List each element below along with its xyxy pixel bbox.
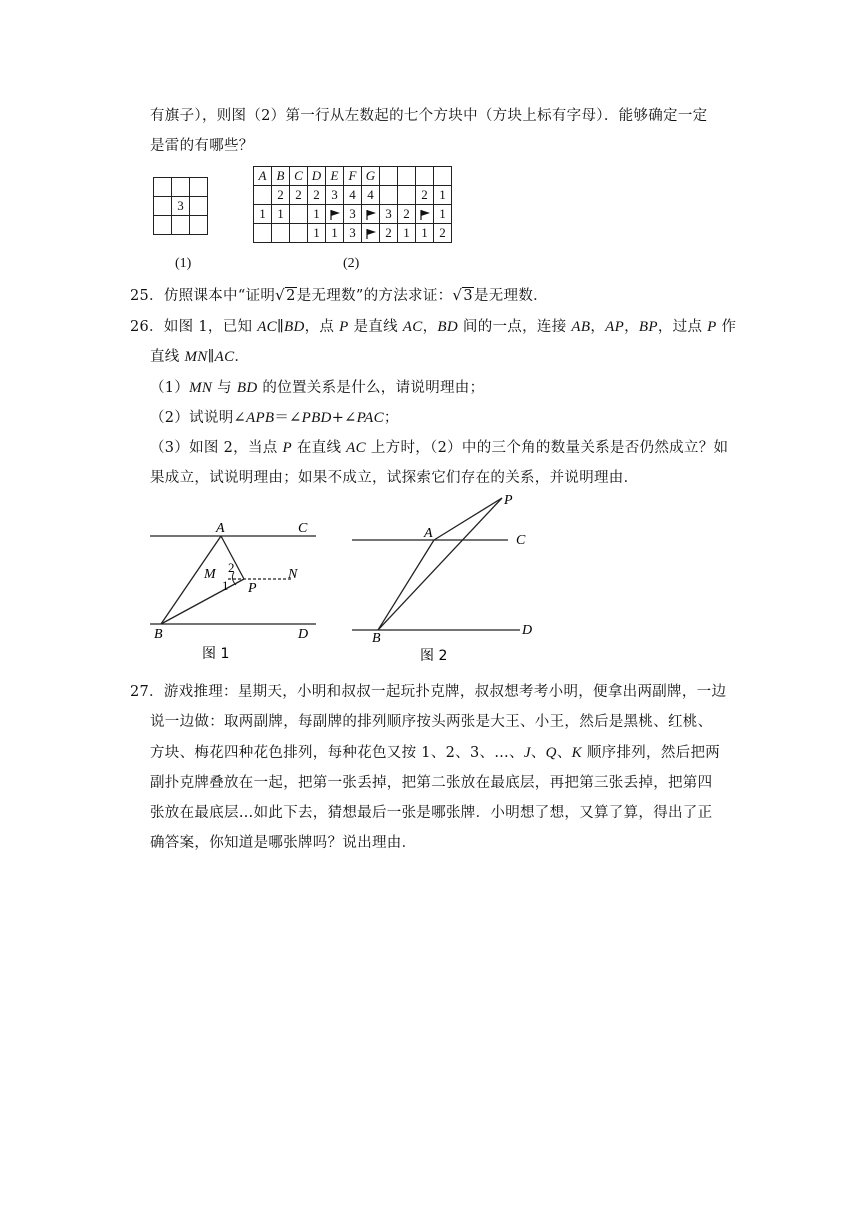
minesweeper-grid xyxy=(253,166,452,243)
grid-cell xyxy=(290,205,308,224)
grid-row xyxy=(254,186,452,205)
q27-number: 27． xyxy=(130,684,164,700)
grid-cell: 2 xyxy=(380,224,398,243)
grid-cell: E xyxy=(326,167,344,186)
label-a: A xyxy=(216,521,225,536)
q27-text: 、 xyxy=(530,745,546,761)
grid-cell: 1 xyxy=(272,205,290,224)
grid-cell: 2 xyxy=(290,186,308,205)
sqrt-2: √ 2 xyxy=(275,286,296,304)
var-j: J xyxy=(523,745,531,761)
q26-text: 如图 1，已知 xyxy=(163,319,258,335)
var-pac: PAC xyxy=(356,410,384,426)
grid1-center-cell: 3 xyxy=(172,197,190,216)
grid-cell xyxy=(434,167,452,186)
grid-cell: A xyxy=(254,167,272,186)
q26-text: 的位置关系是什么，请说明理由； xyxy=(257,380,485,396)
q25-radicand-1: 2 xyxy=(286,288,296,304)
q26-subquestion-3-line-1 xyxy=(150,436,728,457)
q26-text: 与 xyxy=(212,380,237,396)
q26-text: ＝∠ xyxy=(274,410,302,426)
grid-row xyxy=(254,205,452,224)
q27-text: 顺序排列，然后把两 xyxy=(581,745,721,761)
label-n: N xyxy=(288,567,298,582)
label-p: P xyxy=(504,493,513,508)
grid-cell xyxy=(380,186,398,205)
var-mn: MN xyxy=(189,380,213,396)
parallel-symbol: ∥ xyxy=(276,319,284,335)
q26-text: ， xyxy=(422,319,438,335)
q25-number: 25． xyxy=(130,288,164,304)
grid-cell: 3 xyxy=(344,205,362,224)
q25-text-1: 仿照课本中“证明 xyxy=(163,288,276,304)
grid-cell: 3 xyxy=(326,186,344,205)
grid-cell: 4 xyxy=(344,186,362,205)
q26-text: +∠ xyxy=(331,410,357,426)
question-27-line-1 xyxy=(130,680,726,701)
q26-text: ，过点 xyxy=(657,319,708,335)
q26-text: ，点 xyxy=(304,319,340,335)
grid-3x3 xyxy=(153,177,208,235)
label-a: A xyxy=(424,526,433,541)
grid-cell xyxy=(398,186,416,205)
grid-cell: 1 xyxy=(308,224,326,243)
grid-cell: 1 xyxy=(434,205,452,224)
var-ac: AC xyxy=(402,319,423,335)
var-bd: BD xyxy=(283,319,305,335)
q27-text: 方块、梅花四种花色排列，每种花色又按 1、2、3、…、 xyxy=(150,745,524,761)
q26-text: 上方时，（2）中的三个角的数量关系是否仍然成立？如 xyxy=(365,440,729,456)
question-27-line-6: 确答案，你知道是哪张牌吗？说出理由． xyxy=(150,835,417,851)
label-c: C xyxy=(298,521,308,536)
grid-cell: 2 xyxy=(416,186,434,205)
var-pbd: PBD xyxy=(301,410,332,426)
label-b: B xyxy=(372,631,381,646)
var-bp: BP xyxy=(638,319,658,335)
grid-cell: G xyxy=(362,167,380,186)
label-p: P xyxy=(248,581,257,596)
grid-cell xyxy=(416,167,434,186)
question-27-line-3 xyxy=(150,741,720,762)
grid-cell: 3 xyxy=(380,205,398,224)
figure-1-diagram xyxy=(146,492,326,668)
grid-cell: 1 xyxy=(254,205,272,224)
grid-cell xyxy=(254,224,272,243)
var-ac: AC xyxy=(214,349,235,365)
grid-cell: B xyxy=(272,167,290,186)
grid-cell: 3 xyxy=(344,224,362,243)
grid-cell: 1 xyxy=(416,224,434,243)
var-apb: APB xyxy=(245,410,275,426)
flag-icon xyxy=(362,205,380,224)
grid-cell xyxy=(272,224,290,243)
parallel-symbol: ∥ xyxy=(207,349,215,365)
grid-cell: 2 xyxy=(272,186,290,205)
var-bd: BD xyxy=(236,380,258,396)
grid-cell: 2 xyxy=(434,224,452,243)
q26-number: 26． xyxy=(130,319,164,335)
q26-text: 在直线 xyxy=(291,440,347,456)
var-ac: AC xyxy=(346,440,366,456)
grid-cell xyxy=(380,167,398,186)
var-p: P xyxy=(282,440,292,456)
segment-bp xyxy=(378,498,502,630)
grid-row xyxy=(254,224,452,243)
q26-text: ． xyxy=(234,349,250,365)
label-d: D xyxy=(522,623,533,638)
q27-text: 游戏推理：星期天，小明和叔叔一起玩扑克牌，叔叔想考考小明，便拿出两副牌，一边 xyxy=(163,684,727,700)
q26-text: 作 xyxy=(716,319,737,335)
q25-text-2: 是无理数”的方法求证： xyxy=(296,288,453,304)
grid-cell: F xyxy=(344,167,362,186)
q26-text: （2）试说明∠ xyxy=(150,410,246,426)
grid-cell xyxy=(254,186,272,205)
segment-ab xyxy=(378,540,434,630)
intro-line-2: 是雷的有哪些？ xyxy=(150,138,254,154)
q26-text: ， xyxy=(624,319,639,335)
var-mn: MN xyxy=(184,349,208,365)
sqrt-3: √ 3 xyxy=(452,286,473,304)
grid1-caption: (1) xyxy=(175,256,192,271)
q26-text: （3）如图 2，当点 xyxy=(150,440,283,456)
question-25 xyxy=(130,284,548,305)
q26-subquestion-2 xyxy=(150,406,399,427)
q26-subquestion-3-line-2: 果成立，试说明理由；如果不成立，试探索它们存在的关系，并说明理由． xyxy=(150,470,639,486)
question-26-line-1 xyxy=(130,315,736,336)
q26-text: 间的一点，连接 xyxy=(458,319,572,335)
grid-cell: 4 xyxy=(362,186,380,205)
label-d: D xyxy=(298,627,309,642)
var-q: Q xyxy=(545,745,557,761)
question-27-line-5: 张放在最底层…如此下去，猜想最后一张是哪张牌．小明想了想，又算了算，得出了正 xyxy=(150,805,713,821)
question-26-line-2 xyxy=(150,345,249,366)
q26-subquestion-1 xyxy=(150,376,484,397)
var-k: K xyxy=(571,745,582,761)
var-ac: AC xyxy=(257,319,277,335)
question-27-line-2: 说一边做：取两副牌，每副牌的排列顺序按头两张是大王、小王，然后是黑桃、红桃、 xyxy=(150,714,713,730)
figure-2-caption: 图 2 xyxy=(420,648,448,664)
grid-cell: 1 xyxy=(326,224,344,243)
q25-text-3: 是无理数． xyxy=(473,288,548,304)
q26-text: ； xyxy=(383,410,399,426)
var-ab: AB xyxy=(571,319,591,335)
grid-cell: 2 xyxy=(398,205,416,224)
q26-text: （1） xyxy=(150,380,190,396)
var-p: P xyxy=(707,319,717,335)
grid-cell: 1 xyxy=(434,186,452,205)
q26-text: 是直线 xyxy=(348,319,403,335)
segment-bp xyxy=(161,579,244,624)
var-ap: AP xyxy=(605,319,625,335)
grid-row xyxy=(254,167,452,186)
grid-cell: 2 xyxy=(308,186,326,205)
flag-icon xyxy=(416,205,434,224)
q25-radicand-2: 3 xyxy=(463,288,473,304)
var-p: P xyxy=(339,319,349,335)
label-c: C xyxy=(516,533,526,548)
label-m: M xyxy=(204,567,216,582)
intro-line-1: 有旗子），则图（2）第一行从左数起的七个方块中（方块上标有字母）．能够确定一定 xyxy=(150,108,708,124)
grid-cell: 1 xyxy=(398,224,416,243)
flag-icon xyxy=(326,205,344,224)
grid-figure-2 xyxy=(253,166,452,243)
grid-cell: 1 xyxy=(308,205,326,224)
q27-text: 、 xyxy=(556,745,572,761)
figure-1-caption: 图 1 xyxy=(202,646,230,662)
q26-text: ， xyxy=(590,319,606,335)
figure-2-diagram xyxy=(348,488,538,668)
label-angle-1: 1 xyxy=(222,578,229,593)
grid-cell: D xyxy=(308,167,326,186)
grid-figure-1 xyxy=(153,177,208,235)
label-b: B xyxy=(154,627,163,642)
grid-cell: C xyxy=(290,167,308,186)
q26-text: 直线 xyxy=(150,349,185,365)
grid-cell xyxy=(398,167,416,186)
flag-icon xyxy=(362,224,380,243)
grid-cell xyxy=(290,224,308,243)
question-27-line-4: 副扑克牌叠放在一起，把第一张丢掉，把第二张放在最底层，再把第三张丢掉，把第四 xyxy=(150,775,713,791)
label-angle-2: 2 xyxy=(228,560,235,575)
grid2-caption: (2) xyxy=(343,256,360,271)
var-bd: BD xyxy=(437,319,458,335)
